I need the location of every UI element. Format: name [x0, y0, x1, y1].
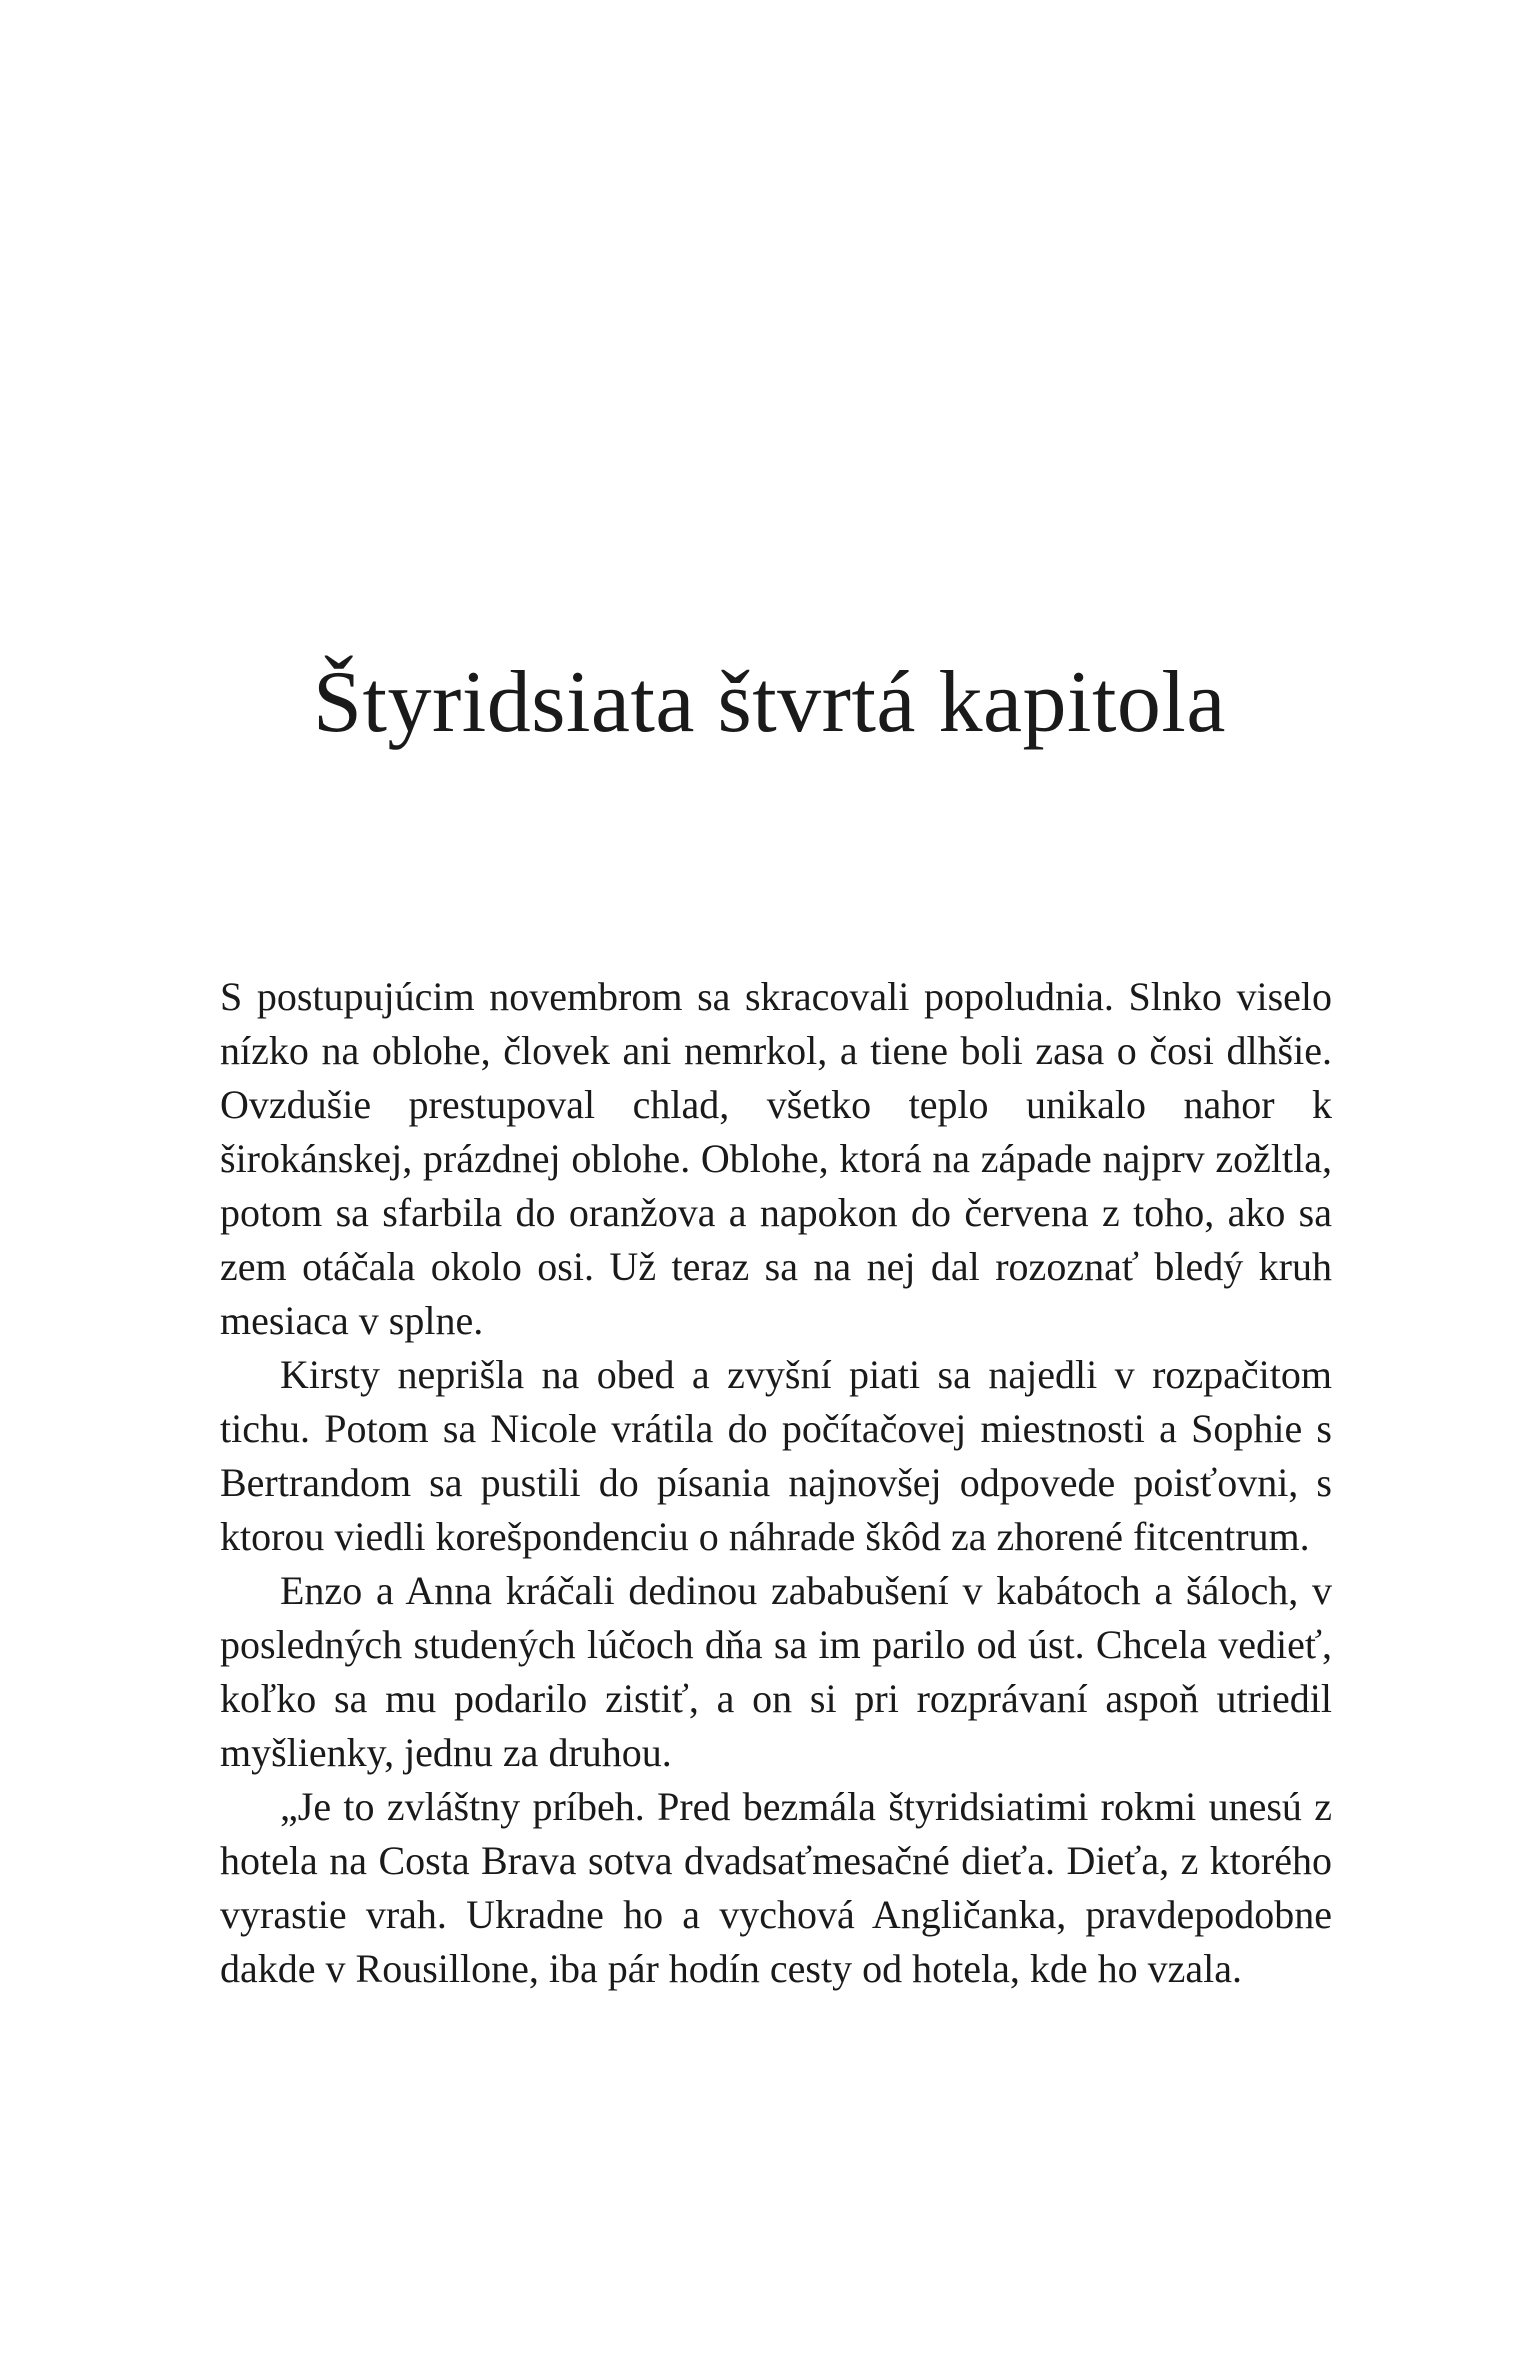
paragraph-4: „Je to zvláštny príbeh. Pred bezmála štyridsiatimi rokmi unesú z hotela na Costa Brava sotva dvadsaťmesačné dieťa. Dieťa, z ktorého vyrastie vrah. Ukradne ho a vychová Angličanka, pravdepodobne dakde v Rousillone, iba pár hodín cesty od hotela, kde ho vzala.: [220, 1784, 1332, 1991]
paragraph-2: Kirsty neprišla na obed a zvyšní piati sa najedli v rozpačitom tichu. Potom sa Nicole vrátila do počítačovej miestnosti a Sophie s Bertrandom sa pustili do písania najnovšej odpovede poisťovni, s ktorou viedli korešpondenciu o náhrade škôd za zhorené fitcentrum.: [220, 1352, 1332, 1559]
chapter-body: [220, 970, 1332, 1996]
chapter-title: Štyridsiata štvrtá kapitola: [313, 654, 1226, 751]
paragraph-3: Enzo a Anna kráčali dedinou zababušení v kabátoch a šáloch, v posledných studených lúčoch dňa sa im parilo od úst. Chcela vedieť, koľko sa mu podarilo zistiť, a on si pri rozprávaní aspoň utriedil myšlienky, jednu za druhou.: [220, 1568, 1332, 1775]
paragraph-1: S postupujúcim novembrom sa skracovali popoludnia. Slnko viselo nízko na oblohe, človek ani nemrkol, a tiene boli zasa o čosi dlhšie. Ovzdušie prestupoval chlad, všetko teplo unikalo nahor k širokánskej, prázdnej oblohe. Oblohe, ktorá na západe najprv zožltla, potom sa sfarbila do oranžova a napokon do červena z toho, ako sa zem otáčala okolo osi. Už teraz sa na nej dal rozoznať bledý kruh mesiaca v splne.: [220, 974, 1332, 1343]
